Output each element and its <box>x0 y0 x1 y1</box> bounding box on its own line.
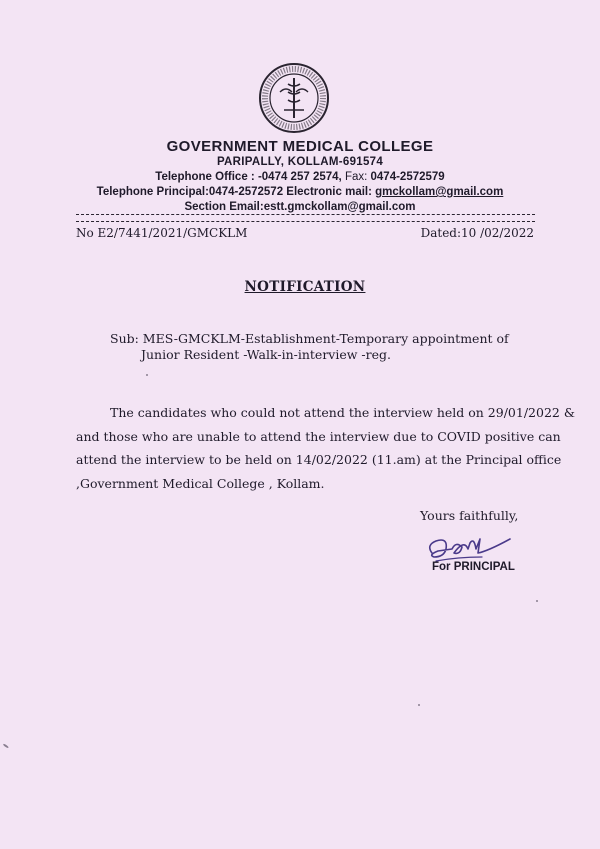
telephone-principal-text: Telephone Principal:0474-2572572 Electronic mail: <box>96 186 372 198</box>
telephone-principal-line <box>0 186 600 198</box>
body-line: and those who are unable to attend the interview due to COVID positive can <box>76 428 561 444</box>
section-email: Section Email:estt.gmckollam@gmail.com <box>184 201 416 213</box>
college-address: PARIPALLY, KOLLAM-691574 <box>216 156 384 168</box>
for-principal: For PRINCIPAL <box>432 561 515 573</box>
telephone-office-label: Telephone Office : <box>155 171 255 183</box>
principal-email-link[interactable]: gmckollam@gmail.com <box>375 186 504 198</box>
reference-number: No E2/7441/2021/GMCKLM <box>76 226 248 240</box>
reference-date: Dated:10 /02/2022 <box>420 226 534 240</box>
paper-speck <box>536 600 538 602</box>
subject-line-2: Junior Resident -Walk-in-interview -reg. <box>141 347 391 362</box>
telephone-office-value: -0474 257 2574, <box>257 171 342 183</box>
page-title: NOTIFICATION <box>244 279 366 295</box>
paper-speck <box>146 374 148 376</box>
subject-block <box>110 331 530 363</box>
yours-faithfully: Yours faithfully, <box>420 508 519 523</box>
header-divider <box>76 214 535 222</box>
paper-speck <box>418 704 420 706</box>
body-line: attend the interview to be held on 14/02/2022 (11.am) at the Principal office <box>76 452 562 467</box>
telephone-office-line <box>0 171 600 183</box>
body-line: ,Government Medical College , Kollam. <box>76 475 325 491</box>
fax-label: Fax: <box>344 171 368 183</box>
paper-speck <box>3 743 9 748</box>
subject-line-1: Sub: MES-GMCKLM-Establishment-Temporary appointment of <box>110 331 509 346</box>
fax-value: 0474-2572579 <box>370 171 445 183</box>
college-name: GOVERNMENT MEDICAL COLLEGE <box>166 138 434 155</box>
college-seal-logo <box>258 62 330 134</box>
notification-body <box>76 401 575 495</box>
body-line: The candidates who could not attend the interview held on 29/01/2022 & <box>110 405 575 420</box>
